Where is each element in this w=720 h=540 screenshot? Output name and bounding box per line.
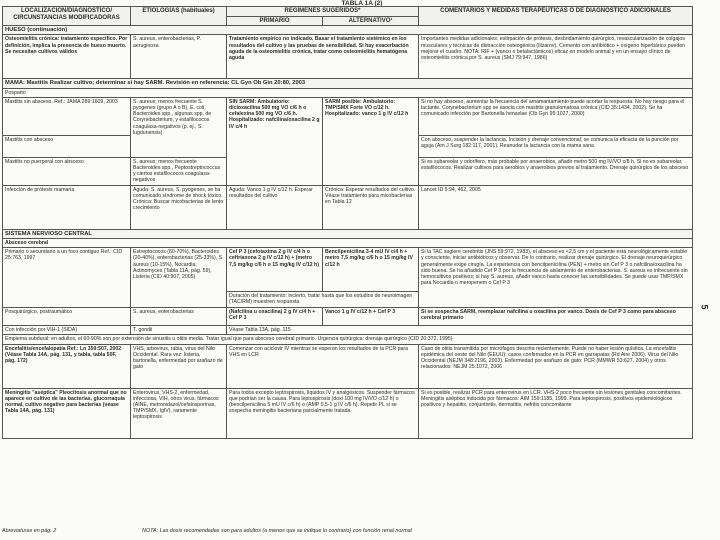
section-hueso: HUESO (continuación) [3, 26, 693, 35]
row-encef-loc: Encefalitis/encefalopatía Ref.: Ln 359:507, 2002 (Véase Tabla 14A, pág. 131, y tabla, tabla 50F, pág. 172) [3, 344, 131, 388]
table-caption: TABLA 1A (2) [341, 0, 383, 7]
row-primario-etio: Estreptococos (60-70%), Bacteroides (20-40%), enterobacterias (25-33%), S. aureus (10-15%), Nocardia, Actinomyces (Tabla 11A, pág. 59), Listeria (CID 40:907, 2005) [131, 248, 227, 308]
row-primario-prim: Cef P 3 (cefotaxima 2 g IV c/4 h o ceftriaxona 2 g IV c/12 h) + (metro 7,5 mg/kg c/6 h o 15 mg/kg IV c/12 h) [227, 248, 323, 292]
row-protesis-loc: Infección de prótesis mamaria [3, 185, 131, 229]
row-sinabsc-comm: Si no hay absceso, aumentar la frecuencia del amamantamiento puede acortar la respuesta. No hay riesgo para el lactante. Corynebacterium spp se asocia con mastitis granulomatosa crónica (CID 35:1434, 2002). Se ha comunicado infección por Bartonella henselae (Ob Gyn 95:1027, 2000) [419, 97, 693, 135]
row-sinabsc-prim: SIN SARM: Ambulatorio: dicloxacilina 500 mg VO c/6 h o cefalexina 500 mg VO c/6 h. Hospitalizado: nafcilina/oxacilina 2 g IV c/4 h [227, 97, 323, 185]
row-encef-etio: VHS, arbovirus, rabia, virus del Nilo Occidental. Rara vez: listeria, bartonella, enfermedad por arañazo de gato [131, 344, 227, 388]
row-vih-loc: Con infección por VIH-1 (SIDA) [3, 326, 131, 335]
header-comments: COMENTARIOS Y MEDIDAS TERAPÉUTICAS O DE DIAGNÓSTICO ADICIONALES [419, 7, 693, 26]
row-encef-comm: Caso de otitis transmitida por micrófagos descrita recientemente. Puede no haber lesión quística. La encefalitis epidémica del oeste del Nilo (EEUU): casos confirmados en la PCR en garrapatas (Rd Aire 2006). Virus del Nilo Occidental (NEJM 348:2196, 2003). Enfermedad por arañazo de gato: PCR (MMWR 53:627, 2004) y otros relacionados: NEJM 25:1072, 2006 [419, 344, 693, 388]
header-etiology: ETIOLOGÍAS (habituales) [131, 7, 227, 26]
table-row [3, 388, 693, 438]
table-row [3, 248, 693, 292]
table-row [3, 97, 693, 135]
section-snc: SISTEMA NERVIOSO CENTRAL [3, 229, 693, 238]
footer-note: NOTA: Las dosis recomendadas son para adultos (a menos que se indique lo contrario) con función renal normal [142, 528, 412, 534]
row-nopuerp-loc: Mastitis no puerperal con absceso [3, 157, 131, 185]
header-alternative: ALTERNATIVO¹ [323, 16, 419, 26]
row-primario-loc: Primario o secundario a un foco contiguo Ref.: CID 25:763, 1997 [3, 248, 131, 308]
row-osteo-etio: S. aureus, enterobacterias, P. aeruginosa [131, 35, 227, 79]
table-row [3, 88, 693, 97]
row-primario-comm: Si la TAC sugiere cerebritis (JNS 59:972, 1983), el absceso es <2,5 cm y el paciente está neurológicamente estable y consciente, iniciar antibióticos y observar. De lo contrario, realizar drenaje quirúrgico. El drenaje neuroquirúrgico generalmente exige cirugía. La experiencia con bencilpenicilina (PEN) + metro sin Cef P 3 o nafcilina/oxacilina ha sido buena. Se ha añadido Cef P 3 por la frecuencia de aislamiento de enterobacterias. S. aureus es infrecuente sin hemocultivos positivos; si hay S. aureus, añadir vanco hasta conocer las sensibilidades. Se puede usar TMP/SMX para Nocardia o meropenem o Cef P 3 [419, 248, 693, 308]
row-osteo-regimen: Tratamiento empírico no indicado. Basar el tratamiento sistémico en los resultados del cultivo y las pruebas de sensibilidad. Si hay exacerbación aguda de la osteomielitis crónica, tratar como osteomielitis hematógena aguda [227, 35, 419, 79]
page [2, 0, 692, 540]
row-postq-etio: S. aureus, enterobacterias [131, 308, 227, 326]
row-conabsc-comm: Con absceso, suspender la lactancia. Incisión y drenaje convencional; se comunica la eficacia de la punción por aguja (Am J Surg 182:117, 2001). Reanudar la lactancia con la mama sana [419, 135, 693, 157]
row-absceso-hdr: Absceso cerebral [3, 239, 693, 248]
row-postq-comm: Si se sospecha SARM, reemplazar nafcilina u oxacilina por vanco. Dosis de Cef P 3 como para absceso cerebral primario [419, 308, 693, 326]
row-vih-etio: T. gondii [131, 326, 227, 335]
row-sinabsc-loc: Mastitis sin absceso. Ref.: JAMA 289:1609, 2003 [3, 97, 131, 135]
page-number: 5 [699, 304, 710, 310]
row-primario-duracion: Duración del tratamiento: incierto, tratar hasta que los estudios de neuroimagen (TAC/RM) muestren respuesta [227, 292, 419, 308]
row-postq-prim: (Nafcilina u oxacilina) 2 g IV c/4 h + Cef P 3 [227, 308, 323, 326]
table-row [3, 185, 693, 229]
row-mening-loc: Meningitis "aséptica" Pleocitosis anormal que no aparece en cultivo de las bacterias, glucorraquia normal, cultivo negativo para bacterias (véase Tabla 14A, pág. 131) [3, 388, 131, 438]
header-primary: PRIMARIO [227, 16, 323, 26]
row-postq-alt: Vanco 1 g IV c/12 h + Cef P 3 [323, 308, 419, 326]
row-osteo-loc: Osteomielitis crónica: tratamiento específico. Por definición, implica la presencia de hueso muerto. Se necesitan cultivos válidos [3, 35, 131, 79]
row-sinabsc-etio: S. aureus; menos frecuente S. pyogenes (grupo A o B), E. coli, Bacteroides spp., algunas spp. de Corynebacterium, y estafilococos coagulasa-negativos (p. ej., S. lugdunensis) [131, 97, 227, 157]
row-vih-rest: Véase Tabla 13A, pág. 115 [227, 326, 693, 335]
row-primario-alt: Bencilpenicilina 3-4 mU IV c/4 h + metro 7,5 mg/kg c/6 h o 15 mg/kg IV c/12 h [323, 248, 419, 292]
table-row [3, 326, 693, 335]
header-row [3, 7, 693, 17]
section-mama: MAMA: Mastitis Realizar cultivo; determinar si hay SARM. Revisión en referencia: CL Gyn Ob Gin 20:80, 2003 [3, 79, 693, 88]
row-mening-regimen: Para todos excepto leptospirosis, líquidos IV y analgésicos. Suspender fármacos que podrían ser la causa. Para leptospirosis (doxi 100 mg IV/VO c/12 h) o (bencilpenicilina 5 mU IV c/6 h) o (AMP 0,5-1 g IV c/6 h). Repetir PL si se sospecha meningitis bacteriana parcialmente tratada [227, 388, 419, 438]
row-empiema: Empiema subdural: en adultos, el 60-90% son por extensión de sinusitis u otitis media. Tratar igual que para absceso cerebral primario. Urgencia quirúrgica: drenaje quirúrgico (CID 20:372, 1995) [3, 335, 693, 344]
header-regimens: REGÍMENES SUGERIDOS* [227, 7, 419, 17]
row-sinabsc-alt: SARM posible: Ambulatorio: TMP/SMX Forte VO c/12 h. Hospitalizado: vanco 1 g IV c/12 h [323, 97, 419, 185]
table-row [3, 308, 693, 326]
table-row [3, 239, 693, 248]
table-row [3, 35, 693, 79]
table-row [3, 335, 693, 344]
therapy-table [2, 6, 693, 439]
row-protesis-prim: Aguda: Vanco 1 g IV c/12 h. Esperar resultados del cultivo [227, 185, 323, 229]
row-protesis-comm: Lancet ID 5:94, 462, 2005 [419, 185, 693, 229]
row-nopuerp-etio: S. aureus; menos frecuente Bacteroides spp., Peptostreptococcus y ciertos estafilococos coagulasa-negativos [131, 157, 227, 185]
row-postq-loc: Posquirúrgico, postraumático [3, 308, 131, 326]
footer-abbrev: Abreviaturas en pág. 2 [2, 528, 57, 534]
row-conabsc-loc: Mastitis con absceso [3, 135, 131, 157]
row-protesis-etio: Aguda: S. aureus, S. pyogenes, se ha comunicado síndrome de shock tóxico. Crónica: Buscar micobacterias de lento crecimiento [131, 185, 227, 229]
header-location: LOCALIZACIÓN/DIAGNÓSTICO/ CIRCUNSTANCIAS MODIFICADORAS [3, 7, 131, 26]
row-mening-comm: Si es posible, realizar PCR para enterovirus en LCR. VHS-2 poco frecuente sin lesiones genitales concomitantes. Meningitis aséptica inducida por fármacos: AIM 159:1185, 1999. Para leptospirosis, positivos epidemiológicos positivos y hepatitis, conjuntivitis, dermatitis, nefritis concomitante [419, 388, 693, 438]
row-puerp-hdr: Posparto [3, 88, 693, 97]
row-mening-etio: Enterovirus, VHS-2, enfermedad, infecciosa, VIH, otros virus, fármacos (AINE, metronidazol/cefalosporinas, TMP/SMX, IgIV), raramente leptospirosis [131, 388, 227, 438]
row-protesis-alt: Crónica: Esperar resultados del cultivo. Véase tratamiento para micobacterias en Tabla 12 [323, 185, 419, 229]
row-nopuerp-comm: Si es subareolar y odorífero, más probable por anaerobios, añadir metro 500 mg IV/VO c/8 h. Si no es subareolar, estafilococos. Realizar cultivos para aerobios y anaerobios previos al tratamiento. Drenaje quirúrgico de los absceso [419, 157, 693, 185]
table-row [3, 344, 693, 388]
row-osteo-comm: Importantes medidas adicionales: extirpación de prótesis, desbridamiento quirúrgico, revascularización de colgajos musculares y técnicas de distracción osteogénica (Ilizarov). Cemento con antibiótico + oxígeno hiperbárico pueden mejorar el cuadro. NOTA: RIF + (vanco o betalactámicos) eficaz en modelo animal y en un ensayo clínico de osteomielitis crónica por S. aureus (SMJ 79:947, 1986) [419, 35, 693, 79]
row-encef-regimen: Comenzar con aciclovir IV mientras se esperan los resultados de la PCR para VHS en LCR [227, 344, 419, 388]
